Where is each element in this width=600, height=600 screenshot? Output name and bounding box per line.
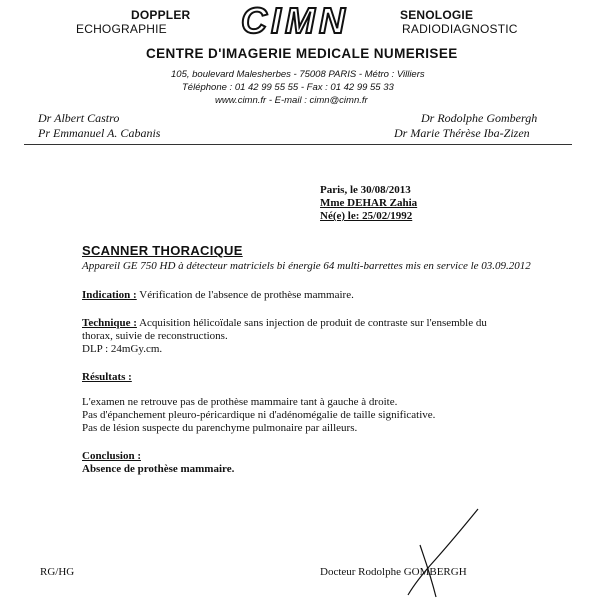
technique-line-1: [82, 317, 487, 329]
footer-initials: RG/HG: [40, 566, 75, 578]
conclusion-label: Conclusion :: [82, 450, 141, 462]
technique-text-3: DLP : 24mGy.cm.: [82, 343, 163, 355]
technique-text-2: thorax, suivie de reconstructions.: [82, 330, 228, 342]
indication-line: [82, 289, 354, 301]
header-echographie: ECHOGRAPHIE: [76, 22, 167, 36]
header-radiodiagnostic: RADIODIAGNOSTIC: [402, 22, 518, 36]
doctor-right-1: Dr Rodolphe Gombergh: [421, 111, 538, 125]
header-doppler: DOPPLER: [131, 8, 191, 22]
patient-name: Mme DEHAR Zahia: [320, 197, 418, 209]
indication-text: Vérification de l'absence de prothèse mammaire.: [136, 289, 354, 301]
place-date: Paris, le 30/08/2013: [320, 184, 411, 196]
technique-label: Technique :: [82, 317, 137, 329]
signature-scribble: [380, 505, 500, 600]
signature-name: Docteur Rodolphe GOMBERGH: [320, 566, 467, 578]
header-senologie: SENOLOGIE: [400, 8, 474, 22]
doctor-left-2: Pr Emmanuel A. Cabanis: [38, 126, 161, 140]
svg-text:CIMN: CIMN: [241, 2, 349, 41]
indication-label: Indication :: [82, 289, 137, 301]
results-line-1: L'examen ne retrouve pas de prothèse mammaire tant à gauche à droite.: [82, 396, 398, 408]
report-device: Appareil GE 750 HD à détecteur matriciels bi énergie 64 multi-barrettes mis en service le 03.09.2012: [82, 260, 531, 272]
conclusion-text: Absence de prothèse mammaire.: [82, 463, 235, 475]
center-name: CENTRE D'IMAGERIE MEDICALE NUMERISEE: [146, 46, 458, 61]
results-line-3: Pas de lésion suspecte du parenchyme pulmonaire par ailleurs.: [82, 422, 358, 434]
header-divider: [24, 144, 572, 145]
results-line-2: Pas d'épanchement pleuro-péricardique ni d'adénomégalie de taille significative.: [82, 409, 436, 421]
patient-birth: Né(e) le: 25/02/1992: [320, 210, 413, 222]
doctor-right-2: Dr Marie Thérèse Iba-Zizen: [394, 126, 530, 140]
cimn-logo: [205, 2, 385, 42]
center-web: www.cimn.fr - E-mail : cimn@cimn.fr: [215, 95, 368, 106]
report-title: SCANNER THORACIQUE: [82, 243, 243, 258]
results-label: Résultats :: [82, 371, 132, 383]
technique-text-1: Acquisition hélicoïdale sans injection de produit de contraste sur l'ensemble du: [136, 317, 487, 329]
doctor-left-1: Dr Albert Castro: [38, 111, 120, 125]
center-phone: Téléphone : 01 42 99 55 55 - Fax : 01 42 99 55 33: [182, 82, 394, 93]
center-address: 105, boulevard Malesherbes - 75008 PARIS - Métro : Villiers: [171, 69, 425, 80]
